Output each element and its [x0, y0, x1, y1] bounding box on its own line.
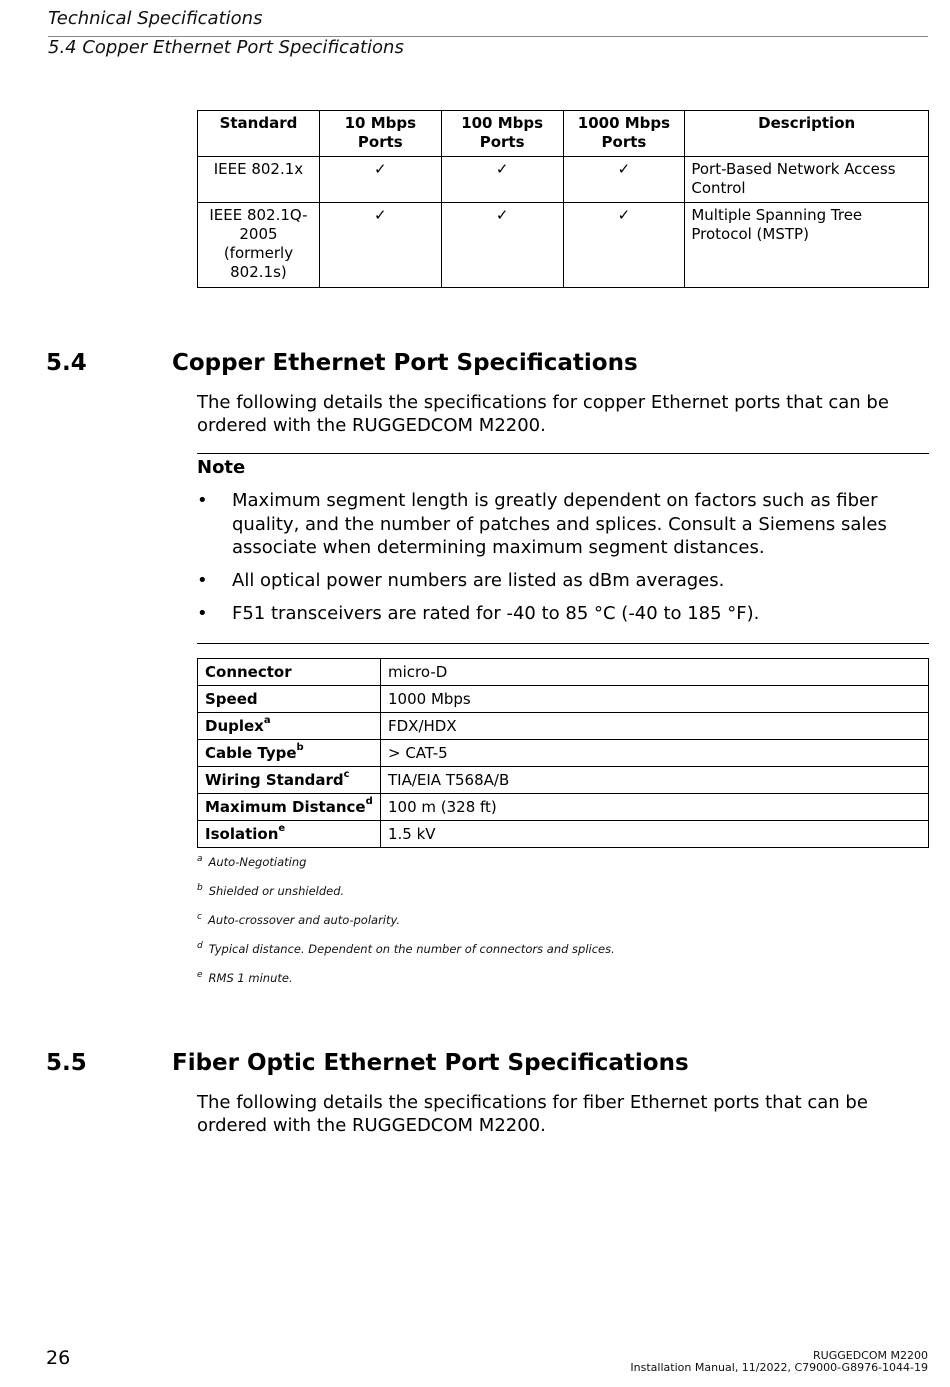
check-icon: ✓: [319, 157, 441, 203]
column-header: Standard: [198, 111, 320, 157]
table-row: [198, 740, 929, 767]
section-title: Fiber Optic Ethernet Port Specifications: [172, 1050, 689, 1076]
footnote-ref: e: [278, 823, 286, 834]
note-item-text: Maximum segment length is greatly dependent on factors such as fiber quality, and the number of patches and splices. Consult a Siemens sales associate when determining maximum segment distances.: [232, 490, 887, 558]
footnote: $^d$ Typical distance. Dependent on the number of connectors and splices.: [197, 941, 615, 956]
footnote-ref: a: [263, 715, 271, 726]
column-header: 100 Mbps Ports: [441, 111, 563, 157]
section-number: 5.4: [46, 350, 87, 376]
column-header: Description: [685, 111, 929, 157]
spec-value: > CAT-5: [381, 740, 929, 767]
bullet-icon: •: [197, 490, 208, 511]
footnote: $^e$ RMS 1 minute.: [197, 970, 293, 985]
note-item: [197, 569, 929, 593]
spec-label: Maximum Distance$^d$: [198, 794, 381, 821]
footer-product: RUGGEDCOM M2200: [813, 1349, 928, 1362]
table-row: [198, 794, 929, 821]
bullet-icon: •: [197, 570, 208, 591]
spec-value: 100 m (328 ft): [381, 794, 929, 821]
table-row: [198, 821, 929, 848]
check-icon: ✓: [563, 203, 685, 288]
note-item: [197, 489, 929, 560]
table-row: [198, 157, 929, 203]
note-bottom-rule: [197, 643, 929, 644]
table-row: [198, 767, 929, 794]
spec-label: Connector: [198, 659, 381, 686]
check-icon: ✓: [319, 203, 441, 288]
section-intro: The following details the specifications for copper Ethernet ports that can be ordered with the RUGGEDCOM M2200.: [197, 392, 889, 436]
footnote: $^c$ Auto-crossover and auto-polarity.: [197, 912, 401, 927]
description-cell: Multiple Spanning Tree Protocol (MSTP): [685, 203, 929, 288]
check-icon: ✓: [441, 203, 563, 288]
section-number: 5.5: [46, 1050, 87, 1076]
note-item: [197, 602, 929, 626]
check-icon: ✓: [441, 157, 563, 203]
running-header-chapter: Technical Specifications: [48, 8, 263, 29]
column-header: 10 Mbps Ports: [319, 111, 441, 157]
note-item-text: All optical power numbers are listed as dBm averages.: [232, 570, 725, 591]
footnote-ref: b: [296, 742, 304, 753]
footer-doc-info: Installation Manual, 11/2022, C79000-G8976-1044-19: [630, 1361, 928, 1374]
spec-value: FDX/HDX: [381, 713, 929, 740]
spec-label: Duplex$^a$: [198, 713, 381, 740]
section-intro: The following details the specifications for fiber Ethernet ports that can be ordered with the RUGGEDCOM M2200.: [197, 1092, 868, 1136]
running-header-section: 5.4 Copper Ethernet Port Specifications: [48, 37, 404, 58]
column-header: 1000 Mbps Ports: [563, 111, 685, 157]
check-icon: ✓: [563, 157, 685, 203]
section-title: Copper Ethernet Port Specifications: [172, 350, 638, 376]
footnote: $^a$ Auto-Negotiating: [197, 854, 307, 869]
spec-value: TIA/EIA T568A/B: [381, 767, 929, 794]
standard-cell: IEEE 802.1x: [198, 157, 320, 203]
standard-cell: IEEE 802.1Q-2005 (formerly 802.1s): [198, 203, 320, 288]
page-number: 26: [46, 1347, 71, 1369]
spec-label: Cable Type$^b$: [198, 740, 381, 767]
spec-label: Wiring Standard$^c$: [198, 767, 381, 794]
spec-value: 1.5 kV: [381, 821, 929, 848]
footnote-ref: c: [343, 769, 350, 780]
note-heading: Note: [197, 457, 246, 478]
table-row: [198, 686, 929, 713]
bullet-icon: •: [197, 603, 208, 624]
note-top-rule: [197, 453, 929, 454]
copper-spec-table: [197, 658, 929, 848]
standards-table: [197, 110, 929, 288]
spec-value: 1000 Mbps: [381, 686, 929, 713]
description-cell: Port-Based Network Access Control: [685, 157, 929, 203]
table-header-row: [198, 111, 929, 157]
table-row: [198, 713, 929, 740]
footnote: $^b$ Shielded or unshielded.: [197, 883, 345, 898]
table-row: [198, 203, 929, 288]
spec-label: Isolation$^e$: [198, 821, 381, 848]
note-item-text: F51 transceivers are rated for -40 to 85 °C (-40 to 185 °F).: [232, 603, 760, 624]
table-row: [198, 659, 929, 686]
footnote-ref: d: [365, 796, 373, 807]
spec-value: micro-D: [381, 659, 929, 686]
spec-label: Speed: [198, 686, 381, 713]
